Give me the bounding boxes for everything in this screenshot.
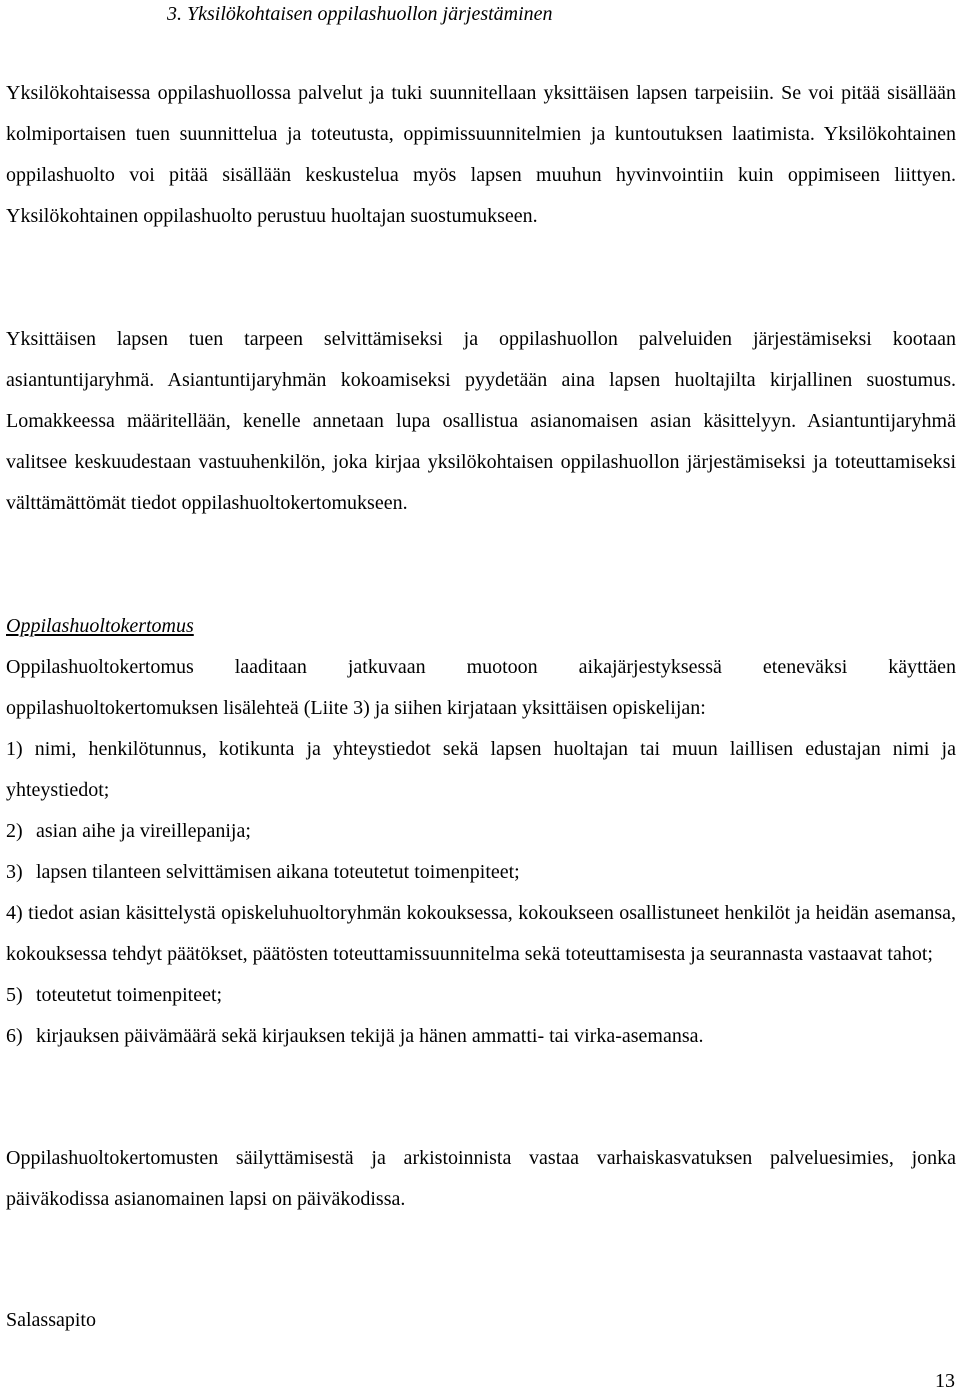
- list-item: [6, 1016, 956, 1057]
- list-item: [6, 893, 956, 975]
- paragraph-individual-care: Yksilökohtaisessa oppilashuollossa palvelut ja tuki suunnitellaan yksittäisen lapsen tarpeisiin. Se voi pitää sisällään kolmiportaisen tuen suunnittelua ja toteutusta, oppimissuunnitelmien ja kuntoutuksen laatimista. Yksilökohtainen oppilashuolto voi pitää sisällään keskustelua myös lapsen muuhun hyvinvointiin kuin oppimiseen liittyen. Yksilökohtainen oppilashuolto perustuu huoltajan suostumukseen.: [6, 82, 956, 227]
- list-item: [6, 975, 956, 1016]
- list-item: [6, 852, 956, 893]
- section-heading: 3. Yksilökohtaisen oppilashuollon järjestäminen: [167, 3, 553, 25]
- list-item-text: nimi, henkilötunnus, kotikunta ja yhteystiedot sekä lapsen huoltajan tai muun laillisen edustajan nimi ja yhteystiedot;: [6, 738, 956, 801]
- list-item-number: 2): [6, 820, 23, 842]
- list-item-number: 1): [6, 738, 35, 760]
- paragraph-archiving: Oppilashuoltokertomusten säilyttämisestä ja arkistoinnista vastaa varhaiskasvatuksen palveluesimies, jonka päiväkodissa asianomainen lapsi on päiväkodissa.: [6, 1147, 956, 1210]
- record-contents-list: [6, 729, 956, 1057]
- list-item-number: 5): [6, 984, 23, 1006]
- list-item: [6, 729, 956, 811]
- list-item-text: toteutetut toimenpiteet;: [36, 984, 223, 1006]
- paragraph-expert-group: Yksittäisen lapsen tuen tarpeen selvittämiseksi ja oppilashuollon palveluiden järjestämiseksi kootaan asiantuntijaryhmä. Asiantuntijaryhmän kokoamiseksi pyydetään aina lapsen huoltajilta kirjallinen suostumus. Lomakkeessa määritellään, kenelle annetaan lupa osallistua asianomaisen asian käsittelyyn. Asiantuntijaryhmä valitsee keskuudestaan vastuuhenkilön, joka kirjaa yksilökohtaisen oppilashuollon järjestämiseksi ja toteuttamiseksi välttämättömät tiedot oppilashuoltokertomukseen.: [6, 328, 956, 514]
- paragraph-record-intro: Oppilashuoltokertomus laaditaan jatkuvaan muotoon aikajärjestyksessä eteneväksi käyttäen oppilashuoltokertomuksen lisälehteä (Liite 3) ja siihen kirjataan yksittäisen opiskelijan:: [6, 656, 956, 719]
- subheading-confidentiality: Salassapito: [6, 1309, 96, 1331]
- list-item-text: tiedot asian käsittelystä opiskeluhuoltoryhmän kokouksessa, kokoukseen osallistuneet henkilöt ja heidän asemansa, kokouksessa tehdyt päätökset, päätösten toteuttamissuunnitelma sekä toteuttamisesta ja seurannasta vastaavat tahot;: [6, 902, 956, 965]
- subheading-record: Oppilashuoltokertomus: [6, 615, 194, 637]
- list-item-number: 6): [6, 1025, 23, 1047]
- page-number: 13: [935, 1370, 955, 1392]
- list-item: [6, 811, 956, 852]
- list-item-text: asian aihe ja vireillepanija;: [36, 820, 251, 842]
- list-item-number: 3): [6, 861, 23, 883]
- list-item-text: lapsen tilanteen selvittämisen aikana toteutetut toimenpiteet;: [36, 861, 520, 883]
- list-item-number: 4): [6, 902, 29, 924]
- list-item-text: kirjauksen päivämäärä sekä kirjauksen tekijä ja hänen ammatti- tai virka-asemansa.: [36, 1025, 704, 1047]
